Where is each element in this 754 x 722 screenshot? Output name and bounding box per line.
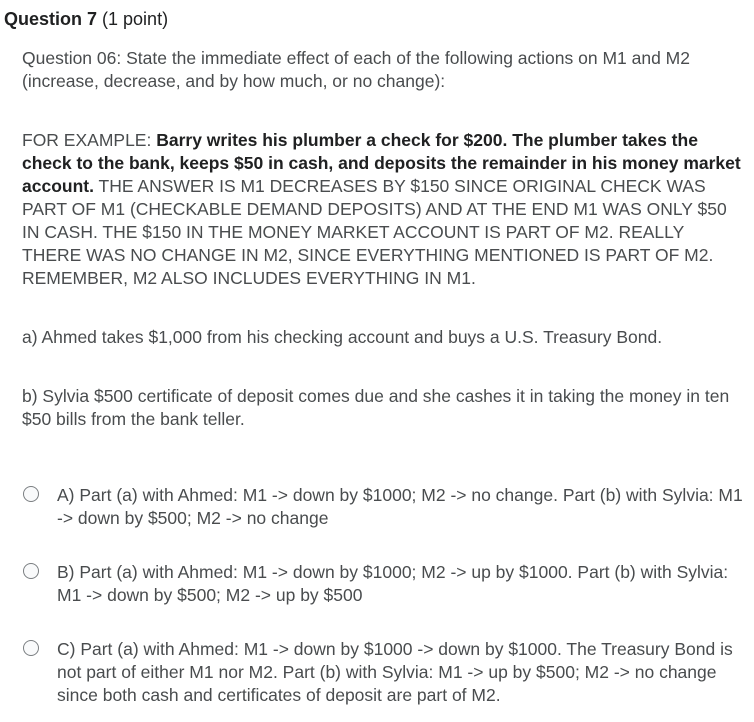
question-body (22, 47, 744, 431)
question-title: Question 7 (4, 9, 98, 29)
choice-b-radio[interactable] (23, 563, 39, 579)
choice-a[interactable] (46, 484, 746, 530)
choice-b[interactable] (46, 561, 746, 607)
choice-a-label[interactable]: A) Part (a) with Ahmed: M1 -> down by $1000; M2 -> no change. Part (b) with Sylvia: M1 -> down by $500; M2 -> no change (57, 485, 743, 528)
question-header (4, 8, 168, 30)
choice-a-radio[interactable] (23, 486, 39, 502)
choice-b-label[interactable]: B) Part (a) with Ahmed: M1 -> down by $1000; M2 -> up by $1000. Part (b) with Sylvia: M1 -> down by $500; M2 -> up by $500 (57, 562, 729, 605)
example-scenario: Barry writes his plumber a check for $200. The plumber takes the check to the bank, keeps $50 in cash, and deposits the remainder in his money market account. (22, 130, 741, 196)
example-answer: THE ANSWER IS M1 DECREASES BY $150 SINCE ORIGINAL CHECK WAS PART OF M1 (CHECKABLE DEMAND DEPOSITS) AND AT THE END M1 WAS ONLY $50 IN CASH. THE $150 IN THE MONEY MARKET ACCOUNT IS PART OF M2. REALLY THERE WAS NO CHANGE IN M2, SINCE EVERYTHING MENTIONED IS PART OF M2. REMEMBER, M2 ALSO INCLUDES EVERYTHING IN M1. (22, 176, 727, 288)
question-prompt: Question 06: State the immediate effect of each of the following actions on M1 and M2 (increase, decrease, and by how much, or no change): (22, 48, 690, 91)
choice-c[interactable] (46, 638, 746, 707)
example-paragraph (22, 129, 744, 290)
question-points: (1 point) (102, 9, 169, 29)
choice-c-label[interactable]: C) Part (a) with Ahmed: M1 -> down by $1000 -> down by $1000. The Treasury Bond is not part of either M1 nor M2. Part (b) with Sylvia: M1 -> up by $500; M2 -> no change since both cash and certificates of deposit are part of M2. (57, 639, 733, 705)
part-b-text: b) Sylvia $500 certificate of deposit comes due and she cashes it in taking the money in ten $50 bills from the bank teller. (22, 386, 730, 429)
choice-c-radio[interactable] (23, 640, 39, 656)
answer-choices (46, 484, 746, 707)
part-a-text: a) Ahmed takes $1,000 from his checking account and buys a U.S. Treasury Bond. (22, 327, 663, 347)
example-label: FOR EXAMPLE: (22, 130, 157, 150)
